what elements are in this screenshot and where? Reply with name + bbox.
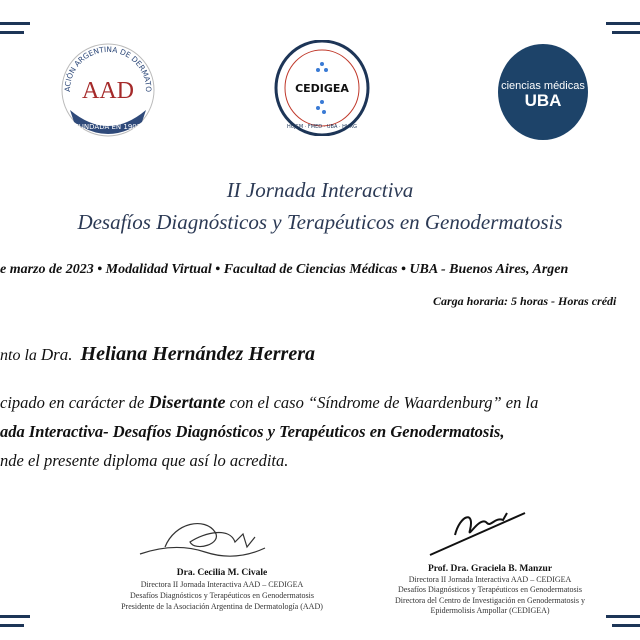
- recipient-name: Heliana Hernández Herrera: [80, 343, 315, 365]
- event-title: II Jornada Interactiva: [226, 178, 414, 202]
- event-subtitle: Desafíos Diagnósticos y Terapéuticos en Genodermatosis: [77, 210, 563, 234]
- body-text: con el caso “Síndrome de Waardenburg” en la: [229, 393, 539, 412]
- signer-role: Directora II Jornada Interactiva AAD – CEDIGEA: [408, 574, 572, 584]
- corner-line: [606, 615, 640, 618]
- corner-line: [0, 22, 30, 25]
- svg-text:ASOCIACIÓN ARGENTINA DE DERMAT: ACIÓN ARGENTINA DE DERMATO: [62, 44, 154, 93]
- recipient-line: [0, 343, 315, 366]
- uba-logo: [498, 44, 588, 140]
- signer-name: Dra. Cecilia M. Civale: [176, 568, 268, 578]
- event-details: e marzo de 2023 • Modalidad Virtual • Facultad de Ciencias Médicas • UBA - Buenos Aires, Argen: [0, 262, 569, 277]
- signature-block-1: [102, 567, 342, 612]
- title-abbr: Dra.: [40, 345, 73, 364]
- role: Disertante: [148, 392, 226, 412]
- aad-logo: [56, 38, 160, 138]
- signer-name: Prof. Dra. Graciela B. Manzur: [427, 564, 553, 574]
- signer-role: Directora II Jornada Interactiva AAD – CEDIGEA: [140, 580, 304, 589]
- body-text: cipado en carácter de: [0, 393, 145, 412]
- svg-text:AAD: AAD: [82, 78, 134, 104]
- signer-role: Desafíos Diagnósticos y Terapéuticos en Genodermatosis: [398, 585, 582, 594]
- signature-manzur: [425, 505, 535, 560]
- body-line-3: nde el presente diploma que así lo acredita.: [0, 451, 289, 470]
- signature-block-2: [370, 564, 610, 617]
- corner-line: [0, 624, 24, 627]
- corner-line: [612, 624, 640, 627]
- signer-role: Desafíos Diagnósticos y Terapéuticos en Genodermatosis: [130, 591, 314, 600]
- corner-line: [0, 615, 30, 618]
- uba-logo-line1: ciencias médicas: [501, 80, 585, 92]
- name-prefix: nto la: [0, 347, 37, 364]
- signer-role: Presidente de la Asociación Argentina de Dermatología (AAD): [121, 602, 323, 611]
- corner-line: [0, 31, 24, 34]
- corner-line: [606, 22, 640, 25]
- svg-text:CEDIGEA: CEDIGEA: [295, 82, 349, 95]
- svg-text:FUNDADA EN 1907: FUNDADA EN 1907: [74, 123, 142, 131]
- signer-role: Epidermolisis Ampollar (CEDIGEA): [430, 606, 550, 615]
- signature-civale: [135, 512, 275, 564]
- body-line-2: ada Interactiva- Desafíos Diagnósticos y Terapéuticos en Genodermatosis,: [0, 422, 505, 441]
- corner-line: [612, 31, 640, 34]
- hours-line: Carga horaria: 5 horas - Horas crédi: [433, 294, 617, 308]
- uba-logo-line2: UBA: [524, 91, 562, 110]
- cedigea-logo: [274, 40, 370, 136]
- svg-text:HCJSM · FMED · UBA · HHRG: HCJSM · FMED · UBA · HHRG: [286, 124, 358, 130]
- body-line-1: [0, 392, 538, 413]
- signer-role: Directora del Centro de Investigación en Genodermatosis y: [395, 595, 585, 605]
